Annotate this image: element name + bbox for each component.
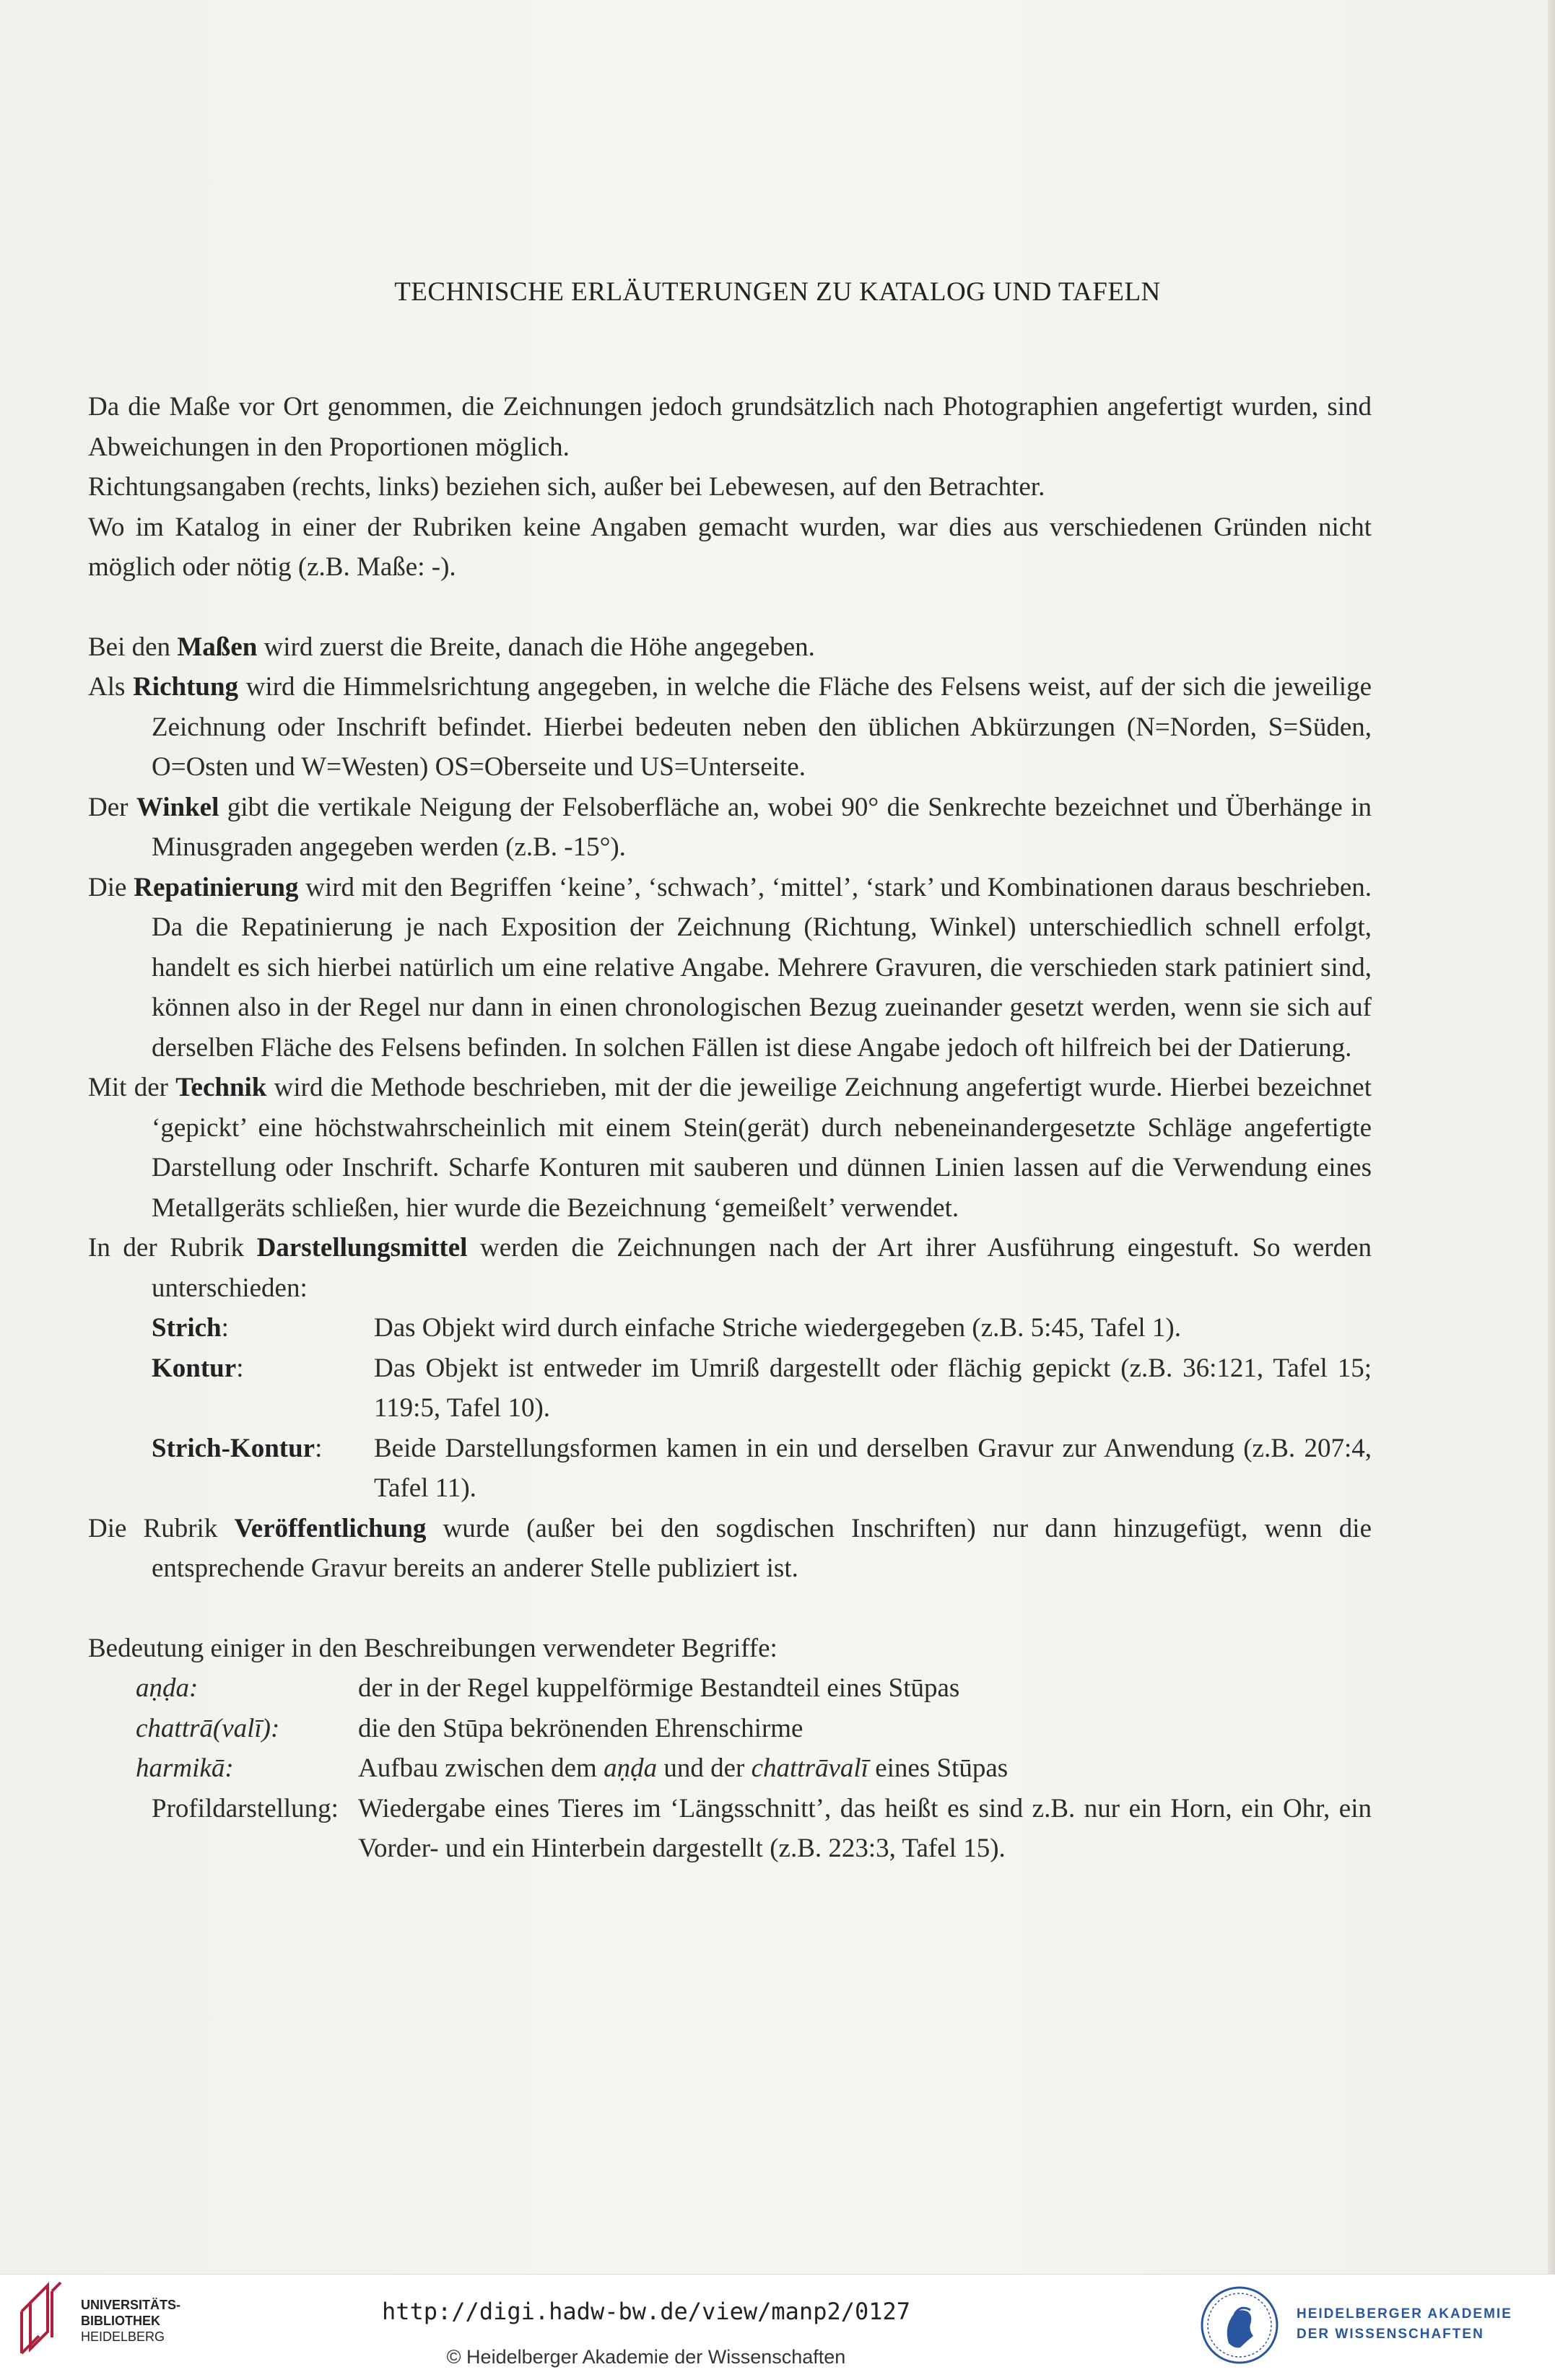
permalink-url[interactable]: http://digi.hadw-bw.de/view/manp2/0127 bbox=[381, 2298, 911, 2325]
glossary-heading: Bedeutung einiger in den Beschreibungen verwendeter Begriffe: bbox=[88, 1633, 778, 1663]
copyright-notice: © Heidelberger Akademie der Wissenschaften bbox=[446, 2346, 846, 2368]
academy-name: HEIDELBERGER AKADEMIE DER WISSENSCHAFTEN bbox=[1297, 2306, 1512, 2342]
darstellung-item-kontur: Kontur: Das Objekt ist entweder im Umriß dargestellt oder flächig gepickt (z.B. 36:121, Tafel 15; 119:5, Tafel 10). bbox=[152, 1353, 1372, 1423]
term-technik: Technik bbox=[175, 1073, 267, 1102]
rubric-winkel: Der Winkel gibt die vertikale Neigung der Felsoberfläche an, wobei 90° die Senkrechte bezeichnet und Überhänge in Minusgraden angegeben werden (z.B. -15°). bbox=[88, 792, 1372, 862]
page-edge bbox=[1548, 0, 1555, 2274]
term-darstellungsmittel: Darstellungsmittel bbox=[256, 1233, 468, 1263]
term-richtung: Richtung bbox=[133, 672, 239, 702]
intro-paragraph-3: Wo im Katalog in einer der Rubriken keine Angaben gemacht wurden, war dies aus verschiedenen Gründen nicht möglich oder nötig (z.B. Maße: -). bbox=[88, 512, 1372, 582]
glossary-item-anda: aṇḍa: der in der Regel kuppelförmige Bestandteil eines Stūpas bbox=[136, 1673, 960, 1703]
glossary-item-chattravali: chattrā(valī): die den Stūpa bekrönenden Ehrenschirme bbox=[136, 1713, 803, 1743]
darstellung-item-strich: Strich: Das Objekt wird durch einfache Striche wiedergegeben (z.B. 5:45, Tafel 1). bbox=[152, 1313, 1181, 1343]
rubric-darstellungsmittel: In der Rubrik Darstellungsmittel werden die Zeichnungen nach der Art ihrer Ausführung eingestuft. So werden unterschieden: bbox=[88, 1233, 1372, 1303]
rubric-technik: Mit der Technik wird die Methode beschrieben, mit der die jeweilige Zeichnung angefertigt wurde. Hierbei bezeichnet ‘gepickt’ eine höchstwahrscheinlich mit einem Stein(gerät) durch nebeneinandergesetzte Schläge angefertigte Darstellung oder Inschrift. Scharfe Konturen mit sauberen und dünnen Linien lassen auf die Verwendung eines Metallgeräts schließen, hier wurde die Bezeichnung ‘gemeißelt’ verwendet. bbox=[88, 1073, 1372, 1223]
academy-seal-icon[interactable] bbox=[1200, 2285, 1279, 2365]
rubric-repatinierung: Die Repatinierung wird mit den Begriffen ‘keine’, ‘schwach’, ‘mittel’, ‘stark’ und Kombinationen daraus beschrieben. Da die Repatinierung je nach Exposition der Zeichnung (Richtung, Winkel) unterschiedlich schnell erfolgt, handelt es sich hierbei natürlich um eine relative Angabe. Mehrere Gravuren, die verschieden stark patiniert sind, können also in der Regel nur dann in einen chronologischen Bezug zueinander gesetzt werden, wenn sie sich auf derselben Fläche des Felsens befinden. In solchen Fällen ist diese Angabe jedoch oft hilfreich bei der Datierung. bbox=[88, 872, 1372, 1063]
body-text bbox=[88, 387, 1372, 1869]
term-masse: Maßen bbox=[177, 632, 258, 662]
university-library-name: UNIVERSITÄTS- BIBLIOTHEK HEIDELBERG bbox=[81, 2298, 181, 2344]
darstellung-item-strich-kontur: Strich-Kontur: Beide Darstellungsformen kamen in ein und derselben Gravur zur Anwendung (z.B. 207:4, Tafel 11). bbox=[152, 1433, 1372, 1503]
page-title: TECHNISCHE ERLÄUTERUNGEN ZU KATALOG UND TAFELN bbox=[394, 277, 1161, 307]
intro-paragraph-1: Da die Maße vor Ort genommen, die Zeichnungen jedoch grundsätzlich nach Photographien angefertigt wurden, sind Abweichungen in den Proportionen möglich. bbox=[88, 392, 1372, 462]
term-winkel: Winkel bbox=[136, 792, 219, 822]
term-repatinierung: Repatinierung bbox=[134, 872, 299, 902]
rubric-masse: Bei den Maßen wird zuerst die Breite, danach die Höhe angegeben. bbox=[88, 632, 815, 662]
rubric-veroeffentlichung: Die Rubrik Veröffentlichung wurde (außer bei den sogdischen Inschriften) nur dann hinzugefügt, wenn die entsprechende Gravur bereits an anderer Stelle publiziert ist. bbox=[88, 1513, 1372, 1583]
term-veroeffentlichung: Veröffentlichung bbox=[234, 1513, 427, 1543]
intro-paragraph-2: Richtungsangaben (rechts, links) beziehen sich, außer bei Lebewesen, auf den Betrachter. bbox=[88, 472, 1045, 502]
rubric-richtung: Als Richtung wird die Himmelsrichtung angegeben, in welche die Fläche des Felsens weist, auf der sich die jeweilige Zeichnung oder Inschrift befindet. Hierbei bedeuten neben den üblichen Abkürzungen (N=Norden, S=Süden, O=Osten und W=Westen) OS=Oberseite und US=Unterseite. bbox=[88, 672, 1372, 782]
glossary-item-profildarstellung: Profildarstellung: Wiedergabe eines Tieres im ‘Längsschnitt’, das heißt es sind z.B. nur ein Horn, ein Ohr, ein Vorder- und ein Hinterbein dargestellt (z.B. 223:3, Tafel 15). bbox=[152, 1793, 1372, 1863]
glossary-item-harmika: harmikā: Aufbau zwischen dem aṇḍa und der chattrāvalī eines Stūpas bbox=[136, 1753, 1009, 1783]
